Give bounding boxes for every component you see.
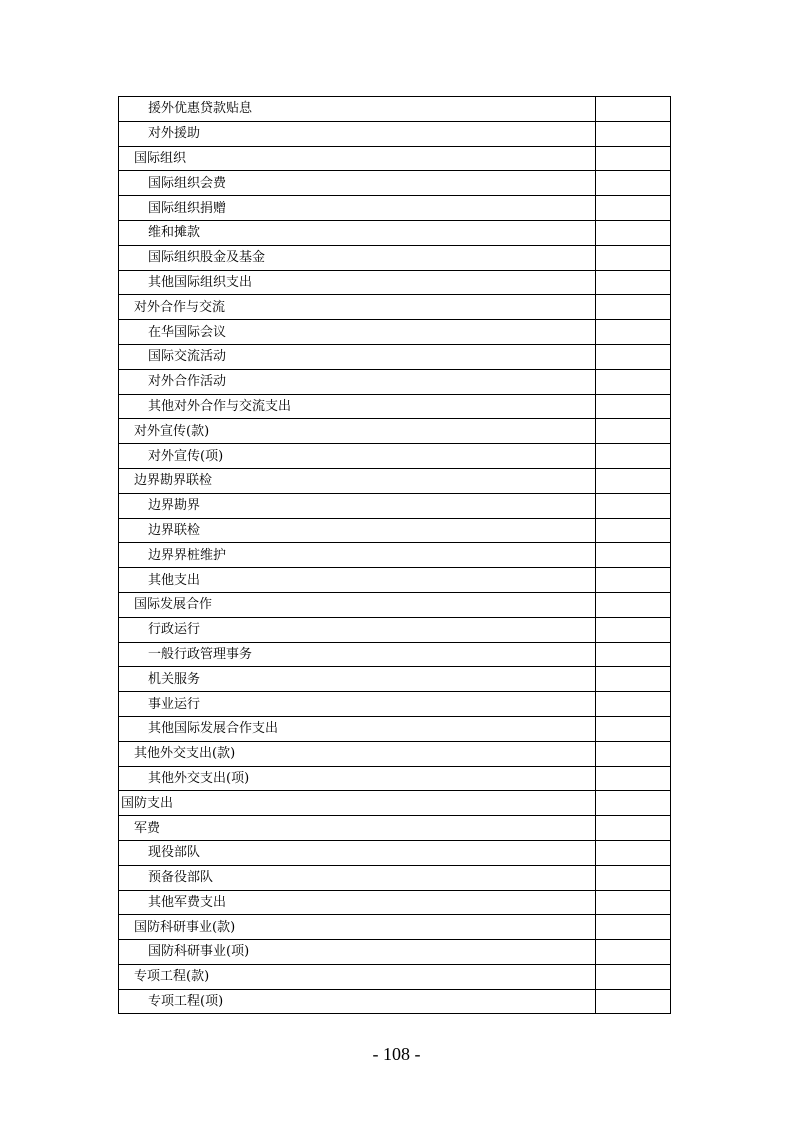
- item-name-cell: 其他军费支出: [119, 890, 596, 915]
- table-row: [119, 692, 671, 717]
- item-name-cell: 专项工程(款): [119, 964, 596, 989]
- item-value-cell: [596, 270, 671, 295]
- item-value-cell: [596, 295, 671, 320]
- item-value-cell: [596, 692, 671, 717]
- item-name-cell: 在华国际会议: [119, 320, 596, 345]
- item-name-cell: 行政运行: [119, 617, 596, 642]
- item-name-cell: 预备役部队: [119, 865, 596, 890]
- table-row: [119, 840, 671, 865]
- table-row: [119, 468, 671, 493]
- table-row: [119, 97, 671, 122]
- table-row: [119, 419, 671, 444]
- budget-table-body: [119, 97, 671, 1014]
- table-row: [119, 344, 671, 369]
- item-name-cell: 一般行政管理事务: [119, 642, 596, 667]
- item-value-cell: [596, 964, 671, 989]
- item-name-cell: 国际发展合作: [119, 592, 596, 617]
- table-row: [119, 940, 671, 965]
- table-row: [119, 791, 671, 816]
- item-value-cell: [596, 518, 671, 543]
- item-name-cell: 国际组织股金及基金: [119, 245, 596, 270]
- item-name-cell: 援外优惠贷款贴息: [119, 97, 596, 122]
- item-value-cell: [596, 716, 671, 741]
- table-row: [119, 196, 671, 221]
- item-name-cell: 国际组织捐赠: [119, 196, 596, 221]
- item-value-cell: [596, 865, 671, 890]
- item-value-cell: [596, 741, 671, 766]
- table-row: [119, 394, 671, 419]
- item-name-cell: 对外援助: [119, 121, 596, 146]
- item-name-cell: 其他外交支出(项): [119, 766, 596, 791]
- item-value-cell: [596, 394, 671, 419]
- table-row: [119, 890, 671, 915]
- item-value-cell: [596, 642, 671, 667]
- page-number: - 108 -: [372, 1044, 421, 1064]
- item-name-cell: 国际组织会费: [119, 171, 596, 196]
- item-value-cell: [596, 890, 671, 915]
- item-name-cell: 国际组织: [119, 146, 596, 171]
- table-row: [119, 220, 671, 245]
- table-row: [119, 444, 671, 469]
- table-row: [119, 568, 671, 593]
- table-row: [119, 493, 671, 518]
- item-name-cell: 国防科研事业(款): [119, 915, 596, 940]
- table-row: [119, 146, 671, 171]
- item-value-cell: [596, 940, 671, 965]
- item-name-cell: 国际交流活动: [119, 344, 596, 369]
- item-name-cell: 其他国际组织支出: [119, 270, 596, 295]
- table-row: [119, 295, 671, 320]
- item-name-cell: 机关服务: [119, 667, 596, 692]
- table-row: [119, 964, 671, 989]
- item-value-cell: [596, 915, 671, 940]
- item-value-cell: [596, 220, 671, 245]
- table-row: [119, 816, 671, 841]
- table-row: [119, 766, 671, 791]
- item-value-cell: [596, 568, 671, 593]
- table-row: [119, 865, 671, 890]
- item-name-cell: 边界勘界: [119, 493, 596, 518]
- item-value-cell: [596, 97, 671, 122]
- item-value-cell: [596, 196, 671, 221]
- budget-table: [118, 96, 671, 1014]
- table-row: [119, 716, 671, 741]
- table-row: [119, 989, 671, 1014]
- table-row: [119, 245, 671, 270]
- item-value-cell: [596, 344, 671, 369]
- item-value-cell: [596, 816, 671, 841]
- item-value-cell: [596, 667, 671, 692]
- item-value-cell: [596, 146, 671, 171]
- item-name-cell: 其他国际发展合作支出: [119, 716, 596, 741]
- item-value-cell: [596, 791, 671, 816]
- item-name-cell: 对外宣传(项): [119, 444, 596, 469]
- item-name-cell: 专项工程(项): [119, 989, 596, 1014]
- item-value-cell: [596, 171, 671, 196]
- item-name-cell: 其他对外合作与交流支出: [119, 394, 596, 419]
- item-value-cell: [596, 493, 671, 518]
- table-row: [119, 518, 671, 543]
- item-value-cell: [596, 468, 671, 493]
- item-value-cell: [596, 121, 671, 146]
- item-name-cell: 维和摊款: [119, 220, 596, 245]
- table-row: [119, 915, 671, 940]
- item-name-cell: 现役部队: [119, 840, 596, 865]
- item-name-cell: 军费: [119, 816, 596, 841]
- item-name-cell: 对外合作活动: [119, 369, 596, 394]
- item-name-cell: 事业运行: [119, 692, 596, 717]
- table-row: [119, 592, 671, 617]
- table-row: [119, 121, 671, 146]
- item-name-cell: 对外合作与交流: [119, 295, 596, 320]
- item-value-cell: [596, 989, 671, 1014]
- table-row: [119, 667, 671, 692]
- table-row: [119, 741, 671, 766]
- table-row: [119, 617, 671, 642]
- item-value-cell: [596, 592, 671, 617]
- table-row: [119, 171, 671, 196]
- item-name-cell: 国防支出: [119, 791, 596, 816]
- item-value-cell: [596, 766, 671, 791]
- item-value-cell: [596, 617, 671, 642]
- item-value-cell: [596, 419, 671, 444]
- item-name-cell: 其他外交支出(款): [119, 741, 596, 766]
- item-value-cell: [596, 444, 671, 469]
- item-value-cell: [596, 369, 671, 394]
- item-name-cell: 其他支出: [119, 568, 596, 593]
- table-row: [119, 270, 671, 295]
- item-value-cell: [596, 543, 671, 568]
- item-value-cell: [596, 320, 671, 345]
- item-name-cell: 对外宣传(款): [119, 419, 596, 444]
- item-value-cell: [596, 840, 671, 865]
- item-name-cell: 边界勘界联检: [119, 468, 596, 493]
- table-row: [119, 320, 671, 345]
- item-name-cell: 边界界桩维护: [119, 543, 596, 568]
- item-name-cell: 边界联检: [119, 518, 596, 543]
- table-row: [119, 642, 671, 667]
- item-value-cell: [596, 245, 671, 270]
- table-row: [119, 369, 671, 394]
- item-name-cell: 国防科研事业(项): [119, 940, 596, 965]
- table-row: [119, 543, 671, 568]
